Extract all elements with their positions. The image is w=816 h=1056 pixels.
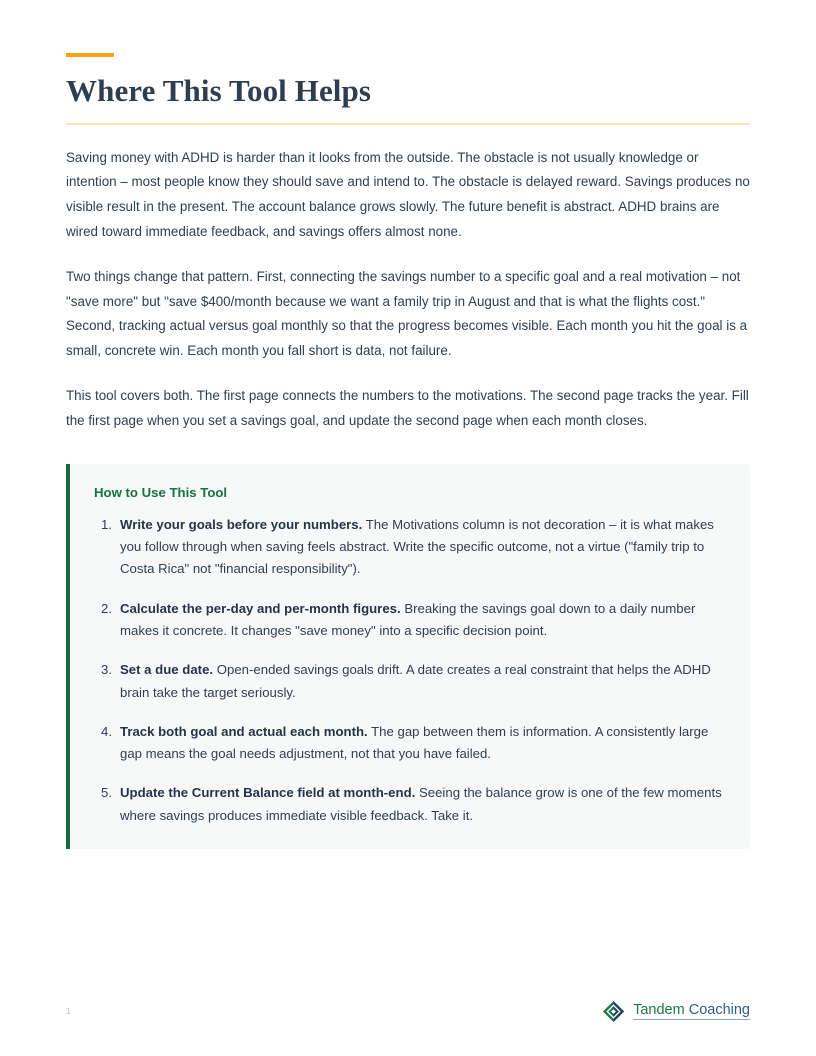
step-text: The Motivations column is not decoration – it is what makes you follow through when saving feels abstract. Write the specific outcome, not a virtue ("family trip to Costa Rica" not "financial responsibility").: [120, 516, 714, 577]
how-to-use-steps-list: [94, 514, 730, 827]
list-item: [94, 514, 730, 581]
paragraph-pattern: Two things change that pattern. First, connecting the savings number to a specific goal and a real motivation – not "save more" but "save $400/month because we want a family trip in August and that is what the flights cost." Second, tracking actual versus goal monthly so that the progress becomes visible. Each month you hit the goal is a small, concrete win. Each month you fall short is data, not failure.: [66, 269, 748, 358]
page-title: Where This Tool Helps: [66, 73, 372, 108]
title-accent-bar: [66, 53, 114, 57]
step-text: The gap between them is information. A consistently large gap means the goal needs adjustment, not that you have failed.: [120, 723, 709, 762]
list-item: [94, 721, 730, 766]
page-number: 1: [66, 1006, 71, 1016]
brand-word-tandem: Tandem: [633, 1001, 685, 1018]
callout-title: How to Use This Tool: [94, 484, 228, 500]
paragraph-intro: Saving money with ADHD is harder than it looks from the outside. The obstacle is not usually knowledge or intention – most people know they should save and intend to. The obstacle is delayed reward. Savings produces no visible result in the present. The account balance grows slowly. The future benefit is abstract. ADHD brains are wired toward immediate feedback, and savings offers almost none.: [66, 149, 750, 239]
page-content: [66, 0, 750, 849]
list-item: [94, 782, 730, 827]
step-lead: Write your goals before your numbers.: [120, 516, 363, 532]
step-text: Breaking the savings goal down to a daily number makes it concrete. It changes "save money" into a specific decision point.: [120, 600, 696, 638]
step-text: Seeing the balance grow is one of the few moments where savings produces immediate visible feedback. Take it.: [120, 785, 722, 823]
tandem-diamond-icon: [602, 1000, 625, 1023]
step-lead: Calculate the per-day and per-month figures.: [120, 600, 401, 616]
step-text: Open-ended savings goals drift. A date creates a real constraint that helps the ADHD brain take the target seriously.: [120, 662, 711, 700]
body-copy: [66, 146, 750, 434]
list-item: [94, 659, 730, 704]
how-to-use-callout: [66, 464, 750, 849]
brand-logo: [602, 1000, 750, 1023]
brand-word-coaching: Coaching: [684, 1001, 750, 1018]
brand-wordmark: [633, 1003, 750, 1021]
step-lead: Update the Current Balance field at month-end.: [120, 785, 416, 801]
page-footer: [0, 998, 816, 1038]
step-lead: Track both goal and actual each month.: [120, 723, 368, 739]
step-lead: Set a due date.: [120, 662, 214, 678]
title-divider-rule: [66, 123, 750, 125]
list-item: [94, 598, 730, 643]
paragraph-tool-overview: This tool covers both. The first page connects the numbers to the motivations. The second page tracks the year. Fill the first page when you set a savings goal, and update the second page when each month closes.: [66, 388, 749, 429]
